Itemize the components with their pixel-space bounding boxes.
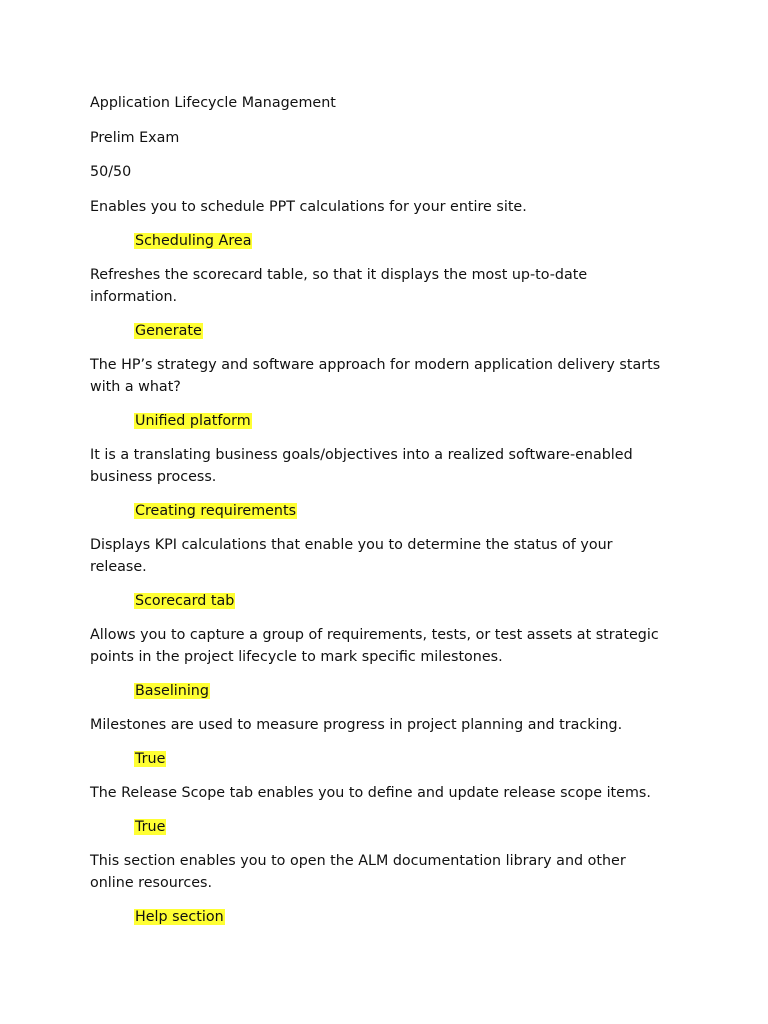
exam-score: 50/50	[90, 164, 132, 180]
question-9: This section enables you to open the ALM documentation library and other online resources.	[90, 852, 626, 891]
question-1: Enables you to schedule PPT calculations for your entire site.	[90, 198, 527, 215]
question-3: The HP’s strategy and software approach for modern application delivery starts with a what?	[90, 356, 661, 395]
answer-row-1	[90, 230, 670, 252]
answer-2-highlight: Generate	[135, 322, 202, 339]
question-4: It is a translating business goals/objectives into a realized software-enabled business process.	[90, 446, 633, 485]
answer-8-highlight: True	[135, 818, 166, 835]
question-8: The Release Scope tab enables you to define and update release scope items.	[90, 784, 651, 801]
document-title: Application Lifecycle Management	[90, 95, 336, 111]
answer-1-highlight: Scheduling Area	[135, 232, 252, 249]
document-body	[90, 92, 670, 940]
answer-3-highlight: Unified platform	[135, 412, 251, 429]
answer-4-highlight: Creating requirements	[135, 502, 297, 519]
question-5: Displays KPI calculations that enable you to determine the status of your release.	[90, 536, 613, 575]
answer-9-highlight: Help section	[135, 908, 224, 925]
answer-5-highlight: Scorecard tab	[135, 592, 235, 609]
answer-row-7	[90, 748, 670, 770]
answer-row-9	[90, 906, 670, 928]
answer-6-highlight: Baselining	[135, 682, 209, 699]
answer-row-4	[90, 500, 670, 522]
question-7: Milestones are used to measure progress in project planning and tracking.	[90, 716, 623, 733]
answer-row-8	[90, 816, 670, 838]
answer-7-highlight: True	[135, 750, 166, 767]
question-6: Allows you to capture a group of requirements, tests, or test assets at strategic points in the project lifecycle to mark specific milestones.	[90, 626, 659, 665]
answer-row-2	[90, 320, 670, 342]
question-2: Refreshes the scorecard table, so that it displays the most up-to-date information.	[90, 266, 588, 305]
answer-row-5	[90, 590, 670, 612]
answer-row-3	[90, 410, 670, 432]
answer-row-6	[90, 680, 670, 702]
exam-name: Prelim Exam	[90, 129, 180, 146]
